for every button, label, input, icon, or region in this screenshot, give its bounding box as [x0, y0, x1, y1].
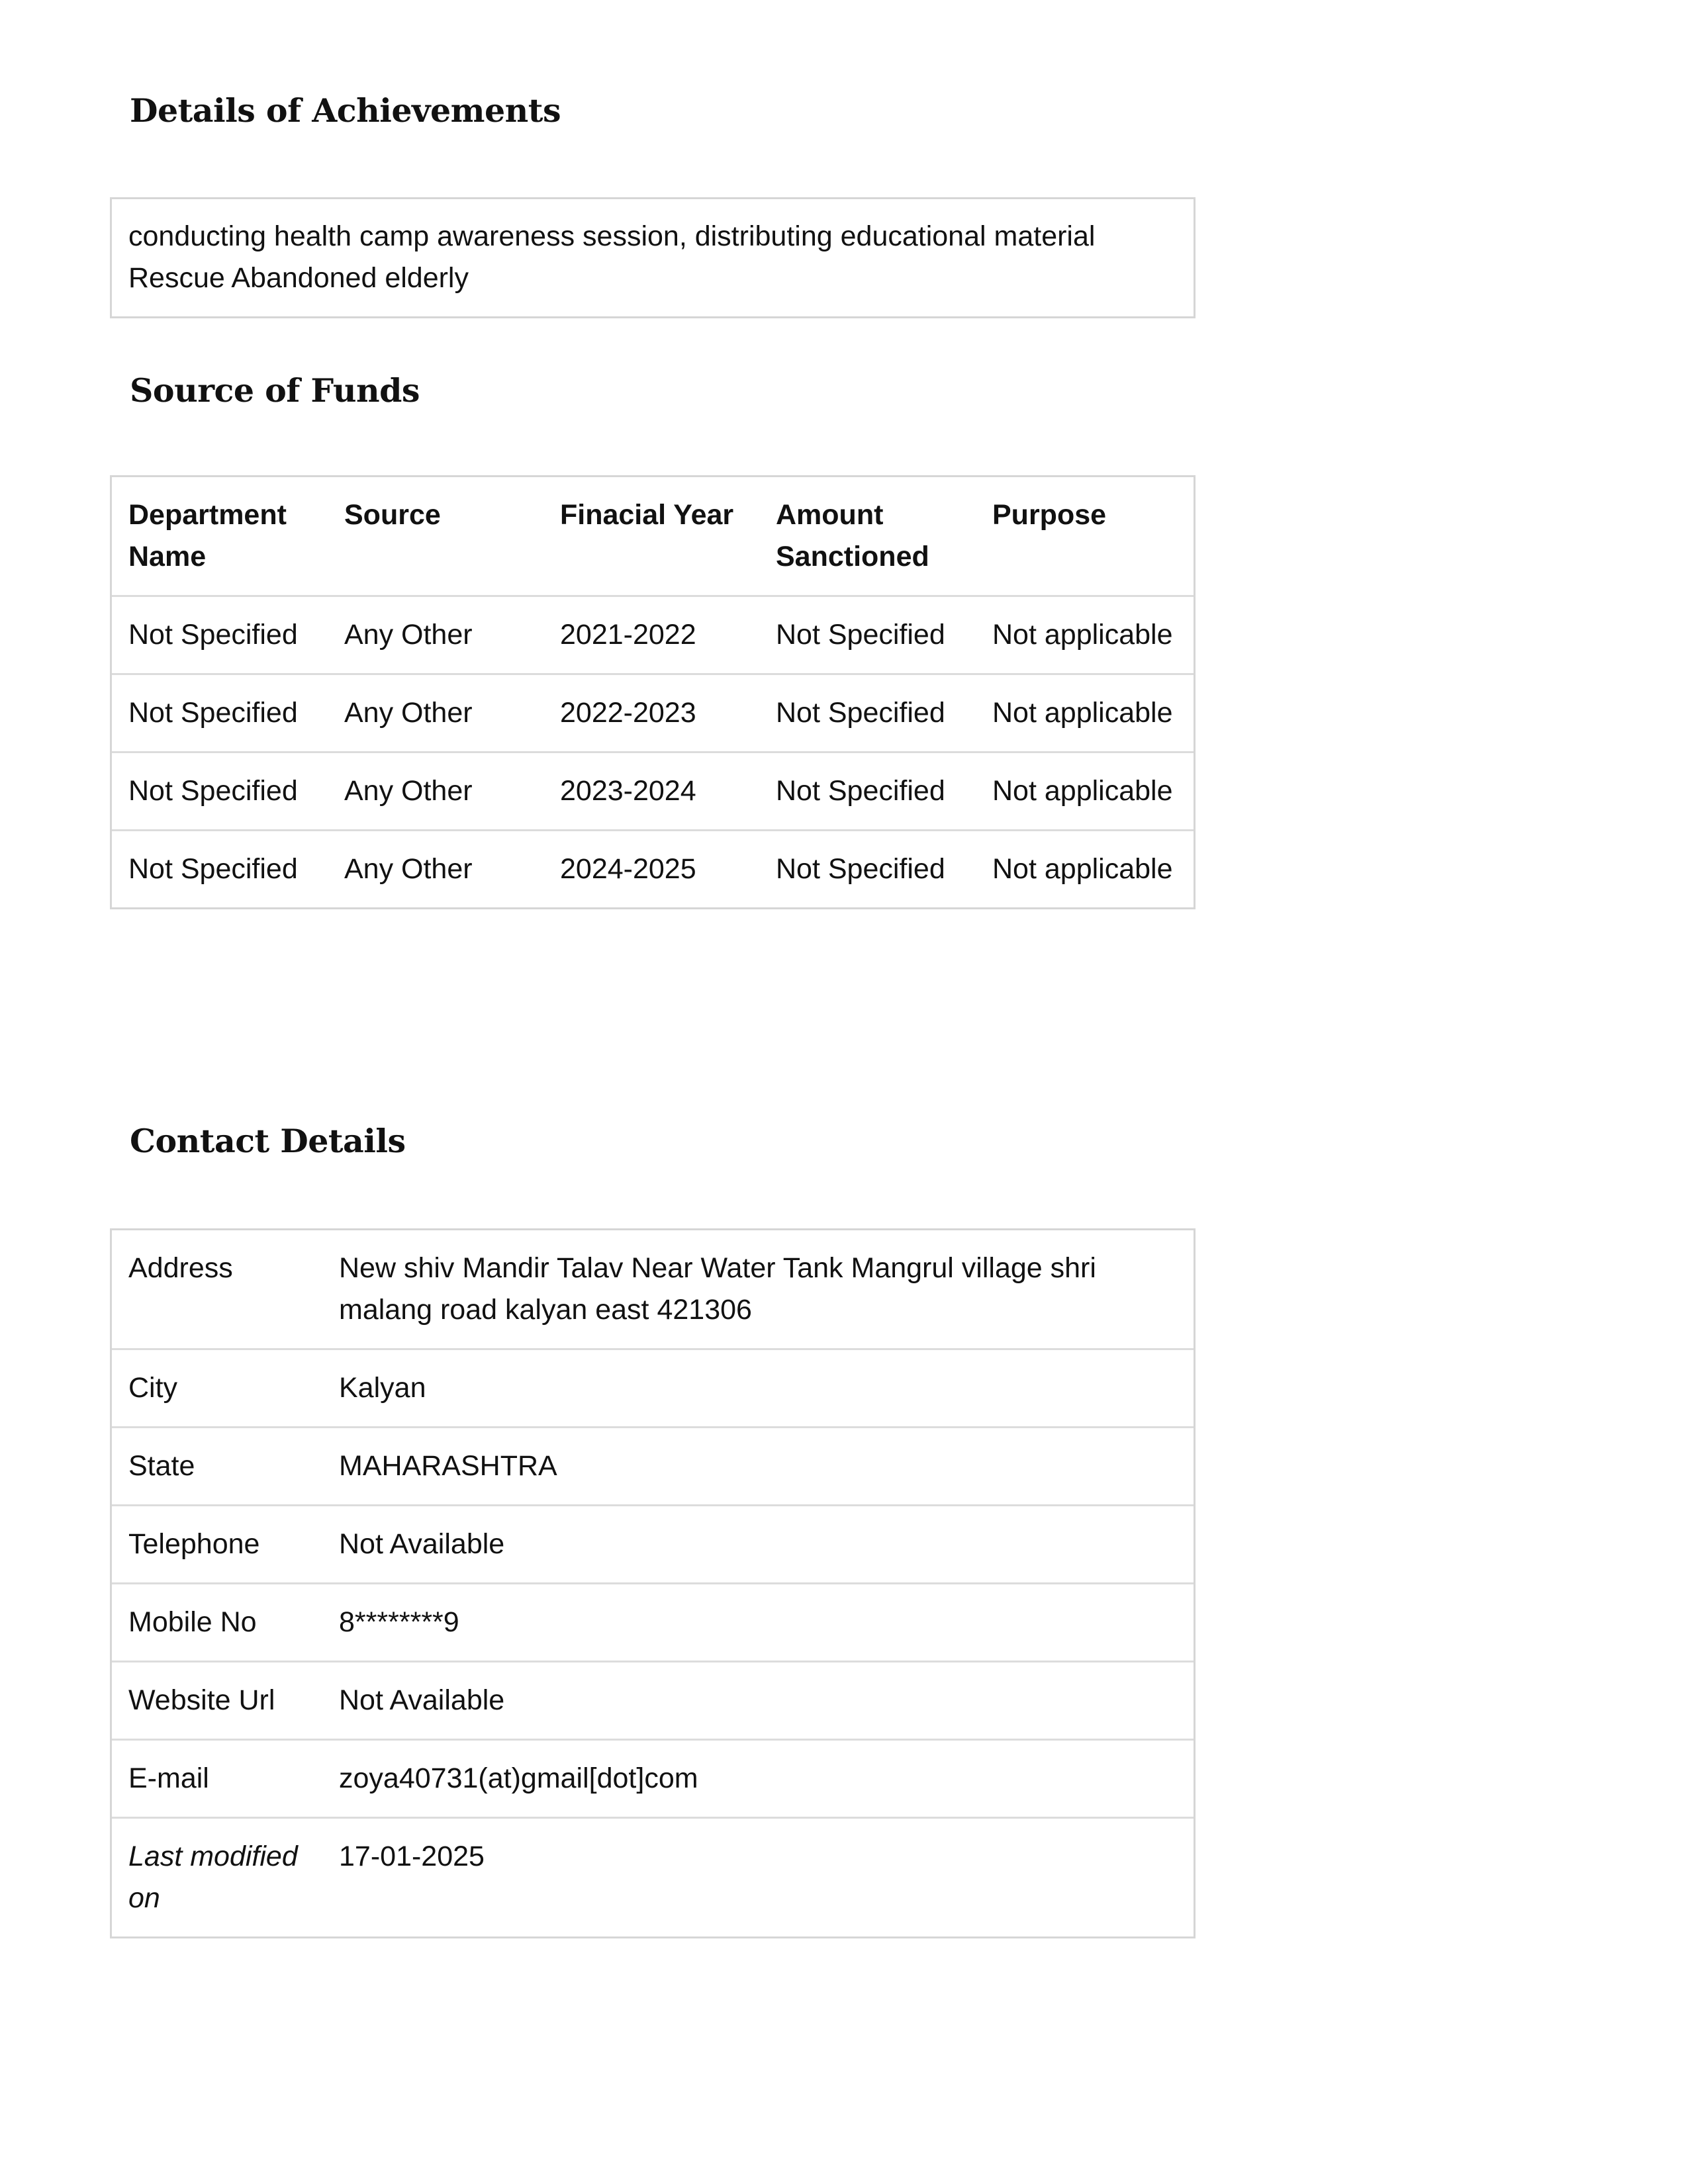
state-value: MAHARASHTRA — [322, 1428, 1194, 1506]
state-label: State — [112, 1428, 322, 1506]
table-row — [112, 1230, 1194, 1349]
email-label: E-mail — [112, 1740, 322, 1818]
cell-financial-year: 2022-2023 — [543, 674, 759, 752]
table-row — [112, 752, 1194, 831]
table-row — [112, 1506, 1194, 1584]
telephone-label: Telephone — [112, 1506, 322, 1584]
last-modified-label: Last modified on — [112, 1818, 322, 1937]
achievements-text: conducting health camp awareness session, distributing educational material Rescue Abandoned elderly — [128, 220, 1096, 294]
cell-source: Any Other — [328, 752, 543, 831]
funds-header-row — [112, 477, 1194, 596]
telephone-value: Not Available — [322, 1506, 1194, 1584]
cell-source: Any Other — [328, 596, 543, 674]
table-row — [112, 1349, 1194, 1428]
email-value: zoya40731(at)gmail[dot]com — [322, 1740, 1194, 1818]
table-row — [112, 596, 1194, 674]
header-department-name: Department Name — [128, 499, 287, 572]
funds-heading: Source of Funds — [130, 371, 420, 410]
mobile-label: Mobile No — [112, 1584, 322, 1662]
mobile-value: 8********9 — [322, 1584, 1194, 1662]
cell-purpose: Not applicable — [976, 752, 1194, 831]
contact-table-box — [110, 1228, 1196, 1938]
header-purpose: Purpose — [992, 499, 1107, 531]
achievements-box — [110, 197, 1196, 318]
header-financial-year: Finacial Year — [560, 499, 734, 531]
header-amount-sanctioned: Amount Sanctioned — [776, 499, 929, 572]
cell-financial-year: 2021-2022 — [543, 596, 759, 674]
cell-amount-sanctioned: Not Specified — [759, 596, 976, 674]
header-source: Source — [344, 499, 441, 531]
cell-department-name: Not Specified — [112, 752, 328, 831]
cell-financial-year: 2024-2025 — [543, 831, 759, 908]
city-label: City — [112, 1349, 322, 1428]
cell-source: Any Other — [328, 674, 543, 752]
table-row — [112, 1662, 1194, 1740]
table-row — [112, 674, 1194, 752]
address-value: New shiv Mandir Talav Near Water Tank Mangrul village shri malang road kalyan east 421306 — [339, 1252, 1096, 1326]
funds-table — [112, 477, 1194, 907]
cell-purpose: Not applicable — [976, 674, 1194, 752]
contact-table — [112, 1230, 1194, 1936]
cell-purpose: Not applicable — [976, 596, 1194, 674]
table-row — [112, 1428, 1194, 1506]
cell-department-name: Not Specified — [112, 596, 328, 674]
city-value: Kalyan — [322, 1349, 1194, 1428]
cell-amount-sanctioned: Not Specified — [759, 831, 976, 908]
cell-department-name: Not Specified — [112, 831, 328, 908]
website-label: Website Url — [112, 1662, 322, 1740]
cell-financial-year: 2023-2024 — [543, 752, 759, 831]
funds-table-box — [110, 475, 1196, 909]
table-row — [112, 831, 1194, 908]
cell-department-name: Not Specified — [112, 674, 328, 752]
cell-amount-sanctioned: Not Specified — [759, 674, 976, 752]
table-row — [112, 1740, 1194, 1818]
cell-source: Any Other — [328, 831, 543, 908]
table-row — [112, 1818, 1194, 1937]
website-value: Not Available — [322, 1662, 1194, 1740]
cell-purpose: Not applicable — [976, 831, 1194, 908]
last-modified-value: 17-01-2025 — [322, 1818, 1194, 1937]
table-row — [112, 1584, 1194, 1662]
cell-amount-sanctioned: Not Specified — [759, 752, 976, 831]
achievements-heading: Details of Achievements — [130, 91, 561, 130]
address-label: Address — [128, 1252, 233, 1284]
contact-heading: Contact Details — [130, 1122, 406, 1160]
